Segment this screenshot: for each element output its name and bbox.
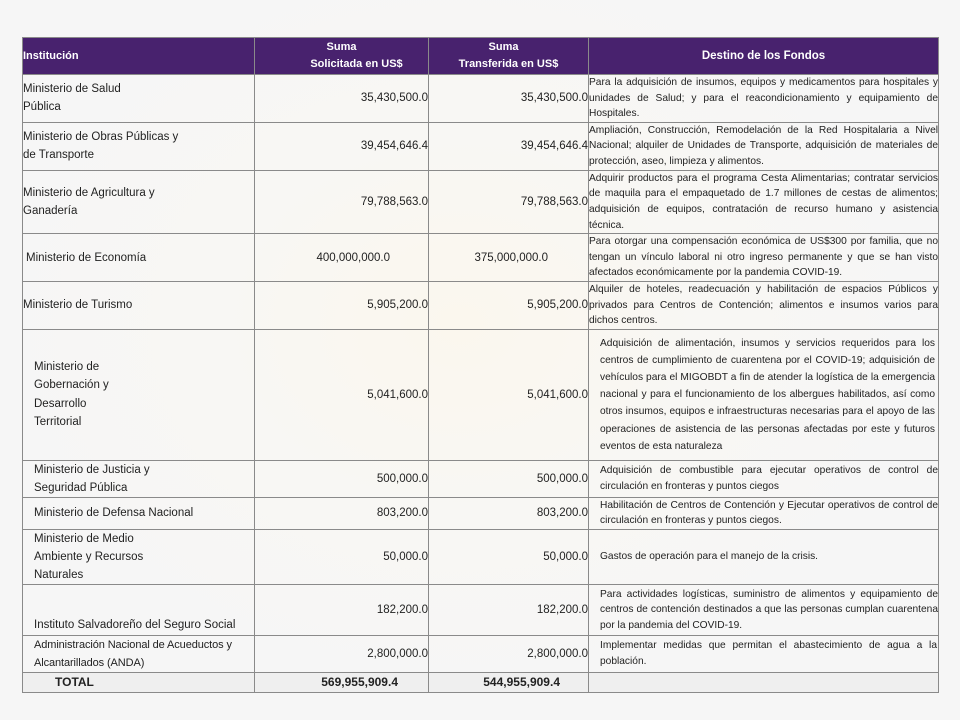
funds-table <box>22 37 939 693</box>
destination-cell: Alquiler de hoteles, readecuación y habilitación de espacios Públicos y privados para Centros de Contención; alimentos e insumos varios para dichos centros. <box>589 281 939 329</box>
requested-cell: 50,000.0 <box>255 529 429 584</box>
destination-cell: Adquisición de combustible para ejecutar operativos de control de circulación en fronteras y puntos ciegos <box>589 460 939 497</box>
header-requested <box>255 38 429 75</box>
total-transferred: 544,955,909.4 <box>429 672 589 692</box>
header-institution: Institución <box>23 38 255 75</box>
transferred-cell: 35,430,500.0 <box>429 75 589 123</box>
institution-cell: Ministerio de Economía <box>23 234 255 282</box>
requested-cell: 79,788,563.0 <box>255 170 429 233</box>
header-requested-line1: Suma <box>326 41 357 53</box>
institution-cell: Ministerio de Salud Pública <box>23 75 255 123</box>
transferred-cell: 500,000.0 <box>429 460 589 497</box>
destination-cell: Gastos de operación para el manejo de la crisis. <box>589 529 939 584</box>
destination-cell: Para otorgar una compensación económica de US$300 por familia, que no tengan un vínculo laboral ni otro ingreso permanente y que se han visto afectados económicamente por la pandemia COVID-19. <box>589 234 939 282</box>
transferred-cell: 39,454,646.4 <box>429 122 589 170</box>
destination-cell: Ampliación, Construcción, Remodelación de la Red Hospitalaria a Nivel Nacional; alquiler de Unidades de Transporte, adquisición de materiales de protección, aseo, limpieza y alimentos. <box>589 122 939 170</box>
requested-cell: 2,800,000.0 <box>255 635 429 672</box>
destination-cell: Adquisición de alimentación, insumos y servicios requeridos para los centros de cumplimiento de cuarentena por el COVID-19; adquisición de vehículos para el MIGOBDT a fin de atender la logística de la emergencia nacional y para el funcionamiento de los albergues habilitados, así como otros insumos, equipos e infraestructuras necesarias para el apoyo de las operaciones de asistencia de las personas afectadas por este y futuros eventos de esta naturaleza <box>589 329 939 460</box>
institution-cell: Administración Nacional de Acueductos y Alcantarillados (ANDA) <box>23 635 255 672</box>
institution-cell: Ministerio de Gobernación y Desarrollo Territorial <box>23 329 255 460</box>
institution-cell: Ministerio de Obras Públicas y de Transporte <box>23 122 255 170</box>
requested-cell: 182,200.0 <box>255 584 429 635</box>
transferred-cell: 803,200.0 <box>429 497 589 529</box>
transferred-cell: 182,200.0 <box>429 584 589 635</box>
destination-cell: Para actividades logísticas, suministro de alimentos y equipamiento de centros de contención destinados a que las personas cumplan cuarentena por la pandemia del COVID-19. <box>589 584 939 635</box>
header-destination: Destino de los Fondos <box>589 38 939 75</box>
institution-cell: Instituto Salvadoreño del Seguro Social <box>23 584 255 635</box>
destination-cell: Adquirir productos para el programa Cesta Alimentarias; contratar servicios de maquila para el empaquetado de 1.7 millones de cestas de alimentos; adquisición de equipos, contratación de recurso humano y asistencia técnica. <box>589 170 939 233</box>
transferred-cell: 50,000.0 <box>429 529 589 584</box>
requested-cell: 5,905,200.0 <box>255 281 429 329</box>
total-destination <box>589 672 939 692</box>
requested-cell: 803,200.0 <box>255 497 429 529</box>
table-row <box>23 529 939 584</box>
table-row <box>23 281 939 329</box>
table-header <box>23 38 939 75</box>
header-transferred-line2: Transferida en US$ <box>458 58 559 70</box>
table-row <box>23 329 939 460</box>
header-transferred-line1: Suma <box>488 41 519 53</box>
transferred-cell: 5,041,600.0 <box>429 329 589 460</box>
institution-cell: Ministerio de Defensa Nacional <box>23 497 255 529</box>
institution-cell: Ministerio de Justicia y Seguridad Pública <box>23 460 255 497</box>
table-row <box>23 635 939 672</box>
destination-cell: Implementar medidas que permitan el abastecimiento de agua a la población. <box>589 635 939 672</box>
transferred-cell: 5,905,200.0 <box>429 281 589 329</box>
total-row <box>23 672 939 692</box>
requested-cell: 400,000,000.0 <box>255 234 429 282</box>
table-row <box>23 234 939 282</box>
table-row <box>23 584 939 635</box>
requested-cell: 39,454,646.4 <box>255 122 429 170</box>
requested-cell: 500,000.0 <box>255 460 429 497</box>
institution-cell: Ministerio de Medio Ambiente y Recursos Naturales <box>23 529 255 584</box>
transferred-cell: 375,000,000.0 <box>429 234 589 282</box>
requested-cell: 35,430,500.0 <box>255 75 429 123</box>
table-row <box>23 460 939 497</box>
total-label: TOTAL <box>23 672 255 692</box>
header-transferred <box>429 38 589 75</box>
requested-cell: 5,041,600.0 <box>255 329 429 460</box>
institution-cell: Ministerio de Turismo <box>23 281 255 329</box>
table-row <box>23 75 939 123</box>
table-row <box>23 497 939 529</box>
table-row <box>23 122 939 170</box>
table-row <box>23 170 939 233</box>
header-requested-line2: Solicitada en US$ <box>310 58 403 70</box>
transferred-cell: 2,800,000.0 <box>429 635 589 672</box>
institution-cell: Ministerio de Agricultura y Ganadería <box>23 170 255 233</box>
total-requested: 569,955,909.4 <box>255 672 429 692</box>
transferred-cell: 79,788,563.0 <box>429 170 589 233</box>
destination-cell: Habilitación de Centros de Contención y Ejecutar operativos de control de circulación en fronteras y puntos ciegos. <box>589 497 939 529</box>
destination-cell: Para la adquisición de insumos, equipos y medicamentos para hospitales y unidades de Salud; y para el reacondicionamiento y equipamiento de Hospitales. <box>589 75 939 123</box>
